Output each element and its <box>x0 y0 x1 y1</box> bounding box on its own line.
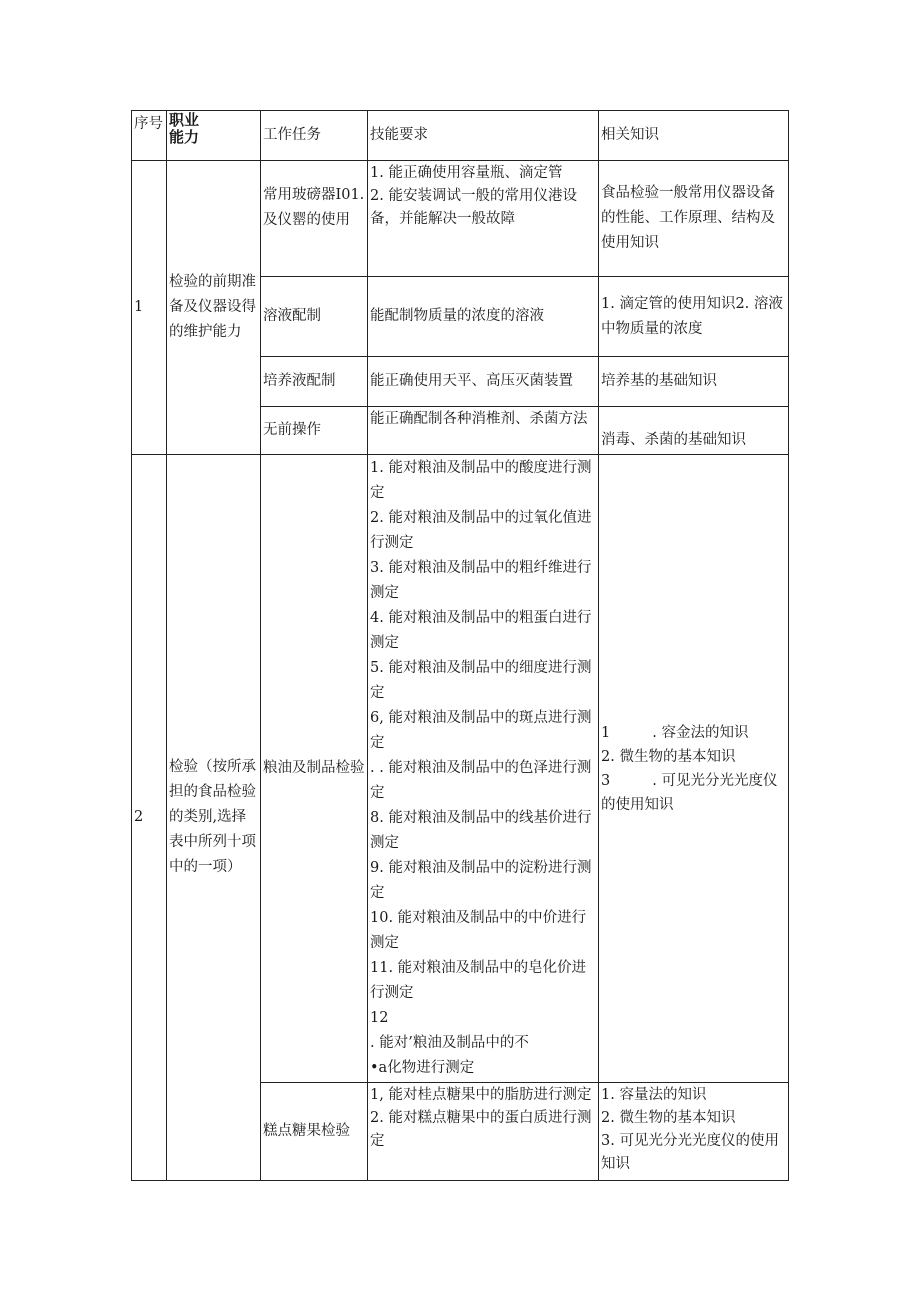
knowledge-cell: 1. 容量法的知识 2. 微生物的基本知识 3. 可见光分光光度仪的使用知识 <box>599 1083 789 1181</box>
header-number: 序号 <box>132 111 167 161</box>
header-task: 工作任务 <box>261 111 368 161</box>
header-skills: 技能要求 <box>368 111 599 161</box>
skills-cell: 能正确配制各种消椎剂、杀菌方法 <box>368 407 599 455</box>
task-cell: 粮油及制品检验 <box>261 455 368 1083</box>
section-number: 1 <box>132 161 167 455</box>
task-cell: 糕点糖果检验 <box>261 1083 368 1181</box>
task-cell: 常用玻磅器I01.及仪罂的使用 <box>261 161 368 277</box>
task-cell: 无前操作 <box>261 407 368 455</box>
skills-cell: 1. 能对粮油及制品中的酸度进行测定 2. 能对粮油及制品中的过氧化值进行测定 3. 能对粮油及制品中的粗纤维进行测定 4. 能对粮油及制品中的粗蛋白进行测定 5. 能对粮油及制品中的细度进行测定 6, 能对粮油及制品中的斑点进行测定 . . 能对粮油及制品中的色泽进行测定 8. 能对粮油及制品中的线基价进行测定 9. 能对粮油及制品中的淀粉进行测定 10. 能对粮油及制品中的中价进行测定 11. 能对粮油及制品中的皂化价进行测定 12 . 能对’粮油及制品中的不 •a化物进行测定 <box>368 455 599 1083</box>
section-ability: 检验（按所承担的食品检验的类别,选择表中所列十项中的一项） <box>167 455 261 1181</box>
task-cell: 培养液配制 <box>261 357 368 407</box>
skills-cell: 1, 能对桂点糖果中的脂肪进行测定 2. 能对糕点糖果中的蛋白质进行测定 <box>368 1083 599 1181</box>
knowledge-cell: 食品检验一般常用仪器设备的性能、工作原理、结构及使用知识 <box>599 161 789 277</box>
knowledge-cell: 1. 滴定管的使用知识2. 溶液中物质量的浓度 <box>599 277 789 357</box>
header-ability: 职业 能力 <box>167 111 261 161</box>
section-ability: 检验的前期准备及仪器设得的维护能力 <box>167 161 261 455</box>
table-row <box>132 455 789 1083</box>
knowledge-cell: 消毒、杀菌的基础知识 <box>599 407 789 455</box>
section-number: 2 <box>132 455 167 1181</box>
header-row <box>132 111 789 161</box>
task-cell: 溶液配制 <box>261 277 368 357</box>
table-row <box>132 161 789 277</box>
knowledge-cell: 培养基的基础知识 <box>599 357 789 407</box>
knowledge-cell: 1 . 容金法的知识 2. 微生物的基本知识 3 . 可见光分光光度仪的使用知识 <box>599 455 789 1083</box>
skills-cell: 能正确使用天平、高压灭菌装置 <box>368 357 599 407</box>
header-knowledge: 相关知识 <box>599 111 789 161</box>
skills-cell: 能配制物质量的浓度的溶液 <box>368 277 599 357</box>
skills-cell: 1. 能正确使用容量瓶、滴定管 2. 能安装调试一般的常用仪港设备，并能解决一般故障 <box>368 161 599 277</box>
occupational-skills-table <box>131 110 789 1181</box>
